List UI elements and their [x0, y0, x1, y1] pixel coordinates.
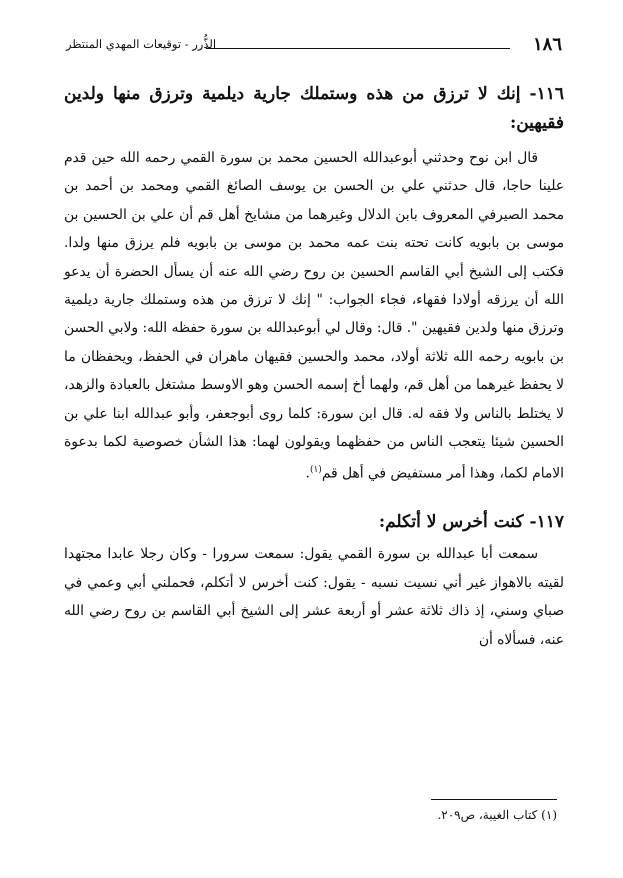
page-number: ١٨٦ — [532, 34, 562, 55]
section-116-text: قال ابن نوح وحدثني أبوعبدالله الحسين محمد بن سورة القمي رحمه الله حين قدم علينا حاجا، قال حدثني علي بن الحسن بن يوسف الصائغ القمي ومحمد بن أحمد بن محمد الصيرفي المعروف بابن الدلال وغيرهما من مشايخ أهل قم أن علي بن الحسين بن موسى بن بابويه كانت تحته بنت عمه محمد بن موسى بن بابويه فلم يرزق منها ولدا. فكتب إلى الشيخ أبي القاسم الحسين بن روح رضي الله عنه أن يسأل الحضرة أن يدعو الله أن يرزقه أولادا فقهاء، فجاء الجواب: " إنك لا ترزق من هذه وستملك جارية ديلمية وترزق منها ولدين فقيهين ". قال: وقال لي أبوعبدالله بن سورة حفظه الله: ولابي الحسن بن بابويه رحمه الله ثلاثة أولاد، محمد والحسين فقيهان ماهران في الحفظ، ويحفظان ما لا يحفظ غيرهما من أهل قم، ولهما أخ إسمه الحسن وهو الاوسط مشتغل بالعبادة والزهد، لا يختلط بالناس ولا فقه له. قال ابن سورة: كلما روى أبوجعفر، وأبو عبدالله ابنا علي بن الحسين شيئا يتعجب الناس من حفظهما ويقولون لهما: هذا الشأن خصوصية لكما بدعوة الامام لكما، وهذا أمر مستفيض في أهل قم — [64, 150, 564, 483]
section-116-end: . — [305, 466, 310, 483]
section-117-heading: ١١٧- كنت أخرس لا أتكلم: — [378, 512, 564, 533]
section-116-paragraph — [64, 144, 564, 488]
page-body — [64, 80, 564, 654]
page-header — [66, 36, 562, 58]
section-116-heading: ١١٦- إنك لا ترزق من هذه وستملك جارية ديلمية وترزق منها ولدين فقيهين: — [64, 84, 564, 133]
section-117-paragraph: سمعت أبا عبدالله بن سورة القمي يقول: سمعت سرورا - وكان رجلا عابدا مجتهدا لقيته بالاهواز غير أني نسيت نسبه - يقول: كنت أخرس لا أتكلم، فحملني أبي وعمي في صباي وسني، إذ ذاك ثلاثة عشر أو أربعة عشر إلى الشيخ أبي القاسم بن روح رضي الله عنه، فسألاه أن — [64, 546, 564, 648]
running-title: الذُّرر - توقيعات المهدي المنتظر — [66, 37, 217, 51]
footnote-rule — [431, 799, 557, 800]
footnote-reference[interactable]: (١) — [309, 465, 322, 476]
footnote: (١) كتاب الغيبة، ص٢٠٩. — [437, 808, 557, 822]
header-rule — [206, 48, 510, 49]
